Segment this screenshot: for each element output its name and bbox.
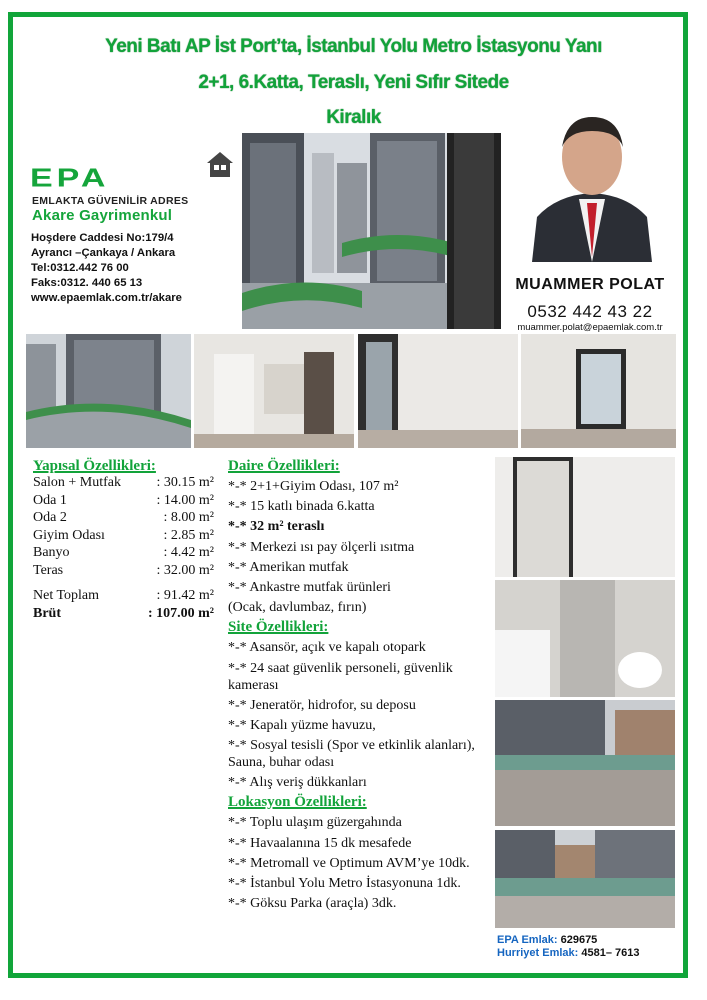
- title-line-3: Kiralık: [326, 107, 381, 128]
- spec-label: Banyo: [33, 545, 70, 560]
- exterior-photo: [242, 133, 501, 329]
- spec-value: : 14.00 m²: [156, 492, 214, 508]
- site-item: *-* Alış veriş dükkanları: [228, 775, 367, 791]
- spec-label: Salon + Mutfak: [33, 475, 121, 490]
- apartment-heading: Daire Özellikleri:: [228, 458, 340, 474]
- gross-total-value: : 107.00 m²: [147, 605, 214, 621]
- logo-letters: EPA: [30, 164, 110, 193]
- terrace-photo-2: [495, 830, 675, 928]
- site-item: *-* Kapalı yüzme havuzu,: [228, 717, 376, 733]
- spec-label: Oda 2: [33, 510, 67, 525]
- apartment-item: *-* Amerikan mutfak: [228, 559, 349, 575]
- epa-code-value: 629675: [560, 934, 598, 946]
- spec-row: [33, 492, 228, 510]
- structural-heading: Yapısal Özellikleri:: [33, 458, 156, 474]
- office-address-1: Hoşdere Caddesi No:179/4: [31, 232, 174, 244]
- spec-label: Oda 1: [33, 492, 67, 508]
- epa-logo: [30, 150, 240, 230]
- location-item: *-* Göksu Parka (araçla) 3dk.: [228, 896, 397, 912]
- room-photo: [521, 334, 676, 448]
- spec-row: [33, 562, 228, 580]
- location-heading: Lokasyon Özellikleri:: [228, 794, 367, 811]
- office-info: [31, 231, 236, 306]
- bedroom-photo: [358, 334, 518, 448]
- spec-row: [33, 509, 228, 527]
- agent-phone[interactable]: 0532 442 43 22: [527, 302, 653, 321]
- agent-name: MUAMMER POLAT: [515, 276, 665, 293]
- office-tel: Tel:0312.442 76 00: [31, 262, 129, 274]
- spec-value: : 8.00 m²: [163, 510, 214, 525]
- title-line-1: Yeni Batı AP İst Port’ta, İstanbul Yolu Metro İstasyonu Yanı: [105, 36, 602, 57]
- location-item: *-* Havaalanına 15 dk mesafede: [228, 835, 412, 851]
- spec-value: : 32.00 m²: [156, 562, 214, 578]
- location-item: *-* Metromall ve Optimum AVM’ye 10dk.: [228, 855, 470, 871]
- spec-label: Giyim Odası: [33, 527, 105, 543]
- building-photo: [26, 334, 191, 448]
- spec-row: [33, 544, 228, 562]
- title-line-2: 2+1, 6.Katta, Teraslı, Yeni Sıfır Sitede: [198, 72, 509, 93]
- spec-row: [33, 527, 228, 545]
- location-item: *-* İstanbul Yolu Metro İstasyonuna 1dk.: [228, 876, 461, 891]
- spec-label: Teras: [33, 562, 64, 578]
- hurriyet-code: [497, 947, 640, 960]
- apartment-item: *-* Ankastre mutfak ürünleri: [228, 579, 391, 595]
- site-item: *-* Sosyal tesisli (Spor ve etkinlik alanları), Sauna, buhar odası: [228, 738, 475, 771]
- office-address-2: Ayrancı –Çankaya / Ankara: [31, 247, 176, 259]
- epa-code-label: EPA Emlak:: [497, 934, 558, 946]
- net-total-value: : 91.42 m²: [156, 588, 214, 603]
- apartment-item: *-* 32 m² teraslı: [228, 519, 325, 535]
- agent-email[interactable]: muammer.polat@epaemlak.com.tr: [517, 322, 663, 333]
- logo-tagline: EMLAKTA GÜVENİLİR ADRES: [32, 195, 189, 207]
- apartment-item: *-* 15 katlı binada 6.katta: [228, 499, 375, 515]
- spec-row: [33, 474, 228, 492]
- hurriyet-code-value: 4581– 7613: [581, 947, 640, 959]
- office-web: www.epaemlak.com.tr/akare: [31, 292, 182, 304]
- net-total-label: Net Toplam: [33, 588, 100, 603]
- apartment-item: *-* Merkezi ısı pay ölçerli ısıtma: [228, 539, 415, 555]
- site-item: *-* Jeneratör, hidrofor, su deposu: [228, 697, 416, 713]
- bathroom-photo: [495, 580, 675, 697]
- hurriyet-code-label: Hurriyet Emlak:: [497, 947, 579, 959]
- spec-value: : 4.42 m²: [163, 545, 214, 560]
- site-item: *-* Asansör, açık ve kapalı otopark: [228, 640, 426, 656]
- agent-photo: [527, 107, 657, 262]
- site-heading: Site Özellikleri:: [228, 619, 329, 636]
- terrace-photo-1: [495, 700, 675, 826]
- net-total-row: [33, 587, 228, 605]
- gross-total-label: Brüt: [33, 605, 61, 621]
- features-column: [228, 458, 496, 915]
- closet-photo: [495, 457, 675, 577]
- epa-code: [497, 934, 640, 947]
- apartment-item: *-* 2+1+Giyim Odası, 107 m²: [228, 479, 399, 494]
- spec-value: : 2.85 m²: [163, 527, 214, 543]
- logo-subtitle: Akare Gayrimenkul: [32, 207, 173, 224]
- structural-specs: [33, 474, 228, 622]
- spec-value: : 30.15 m²: [156, 475, 214, 490]
- listing-codes: [497, 934, 640, 960]
- kitchen-photo: [194, 334, 354, 448]
- apartment-item: (Ocak, davlumbaz, fırın): [228, 600, 367, 616]
- house-icon: [206, 150, 234, 178]
- gross-total-row: [33, 605, 228, 623]
- site-item: *-* 24 saat güvenlik personeli, güvenlik kamerası: [228, 660, 453, 693]
- location-item: *-* Toplu ulaşım güzergahında: [228, 815, 402, 831]
- office-fax: Faks:0312. 440 65 13: [31, 277, 143, 289]
